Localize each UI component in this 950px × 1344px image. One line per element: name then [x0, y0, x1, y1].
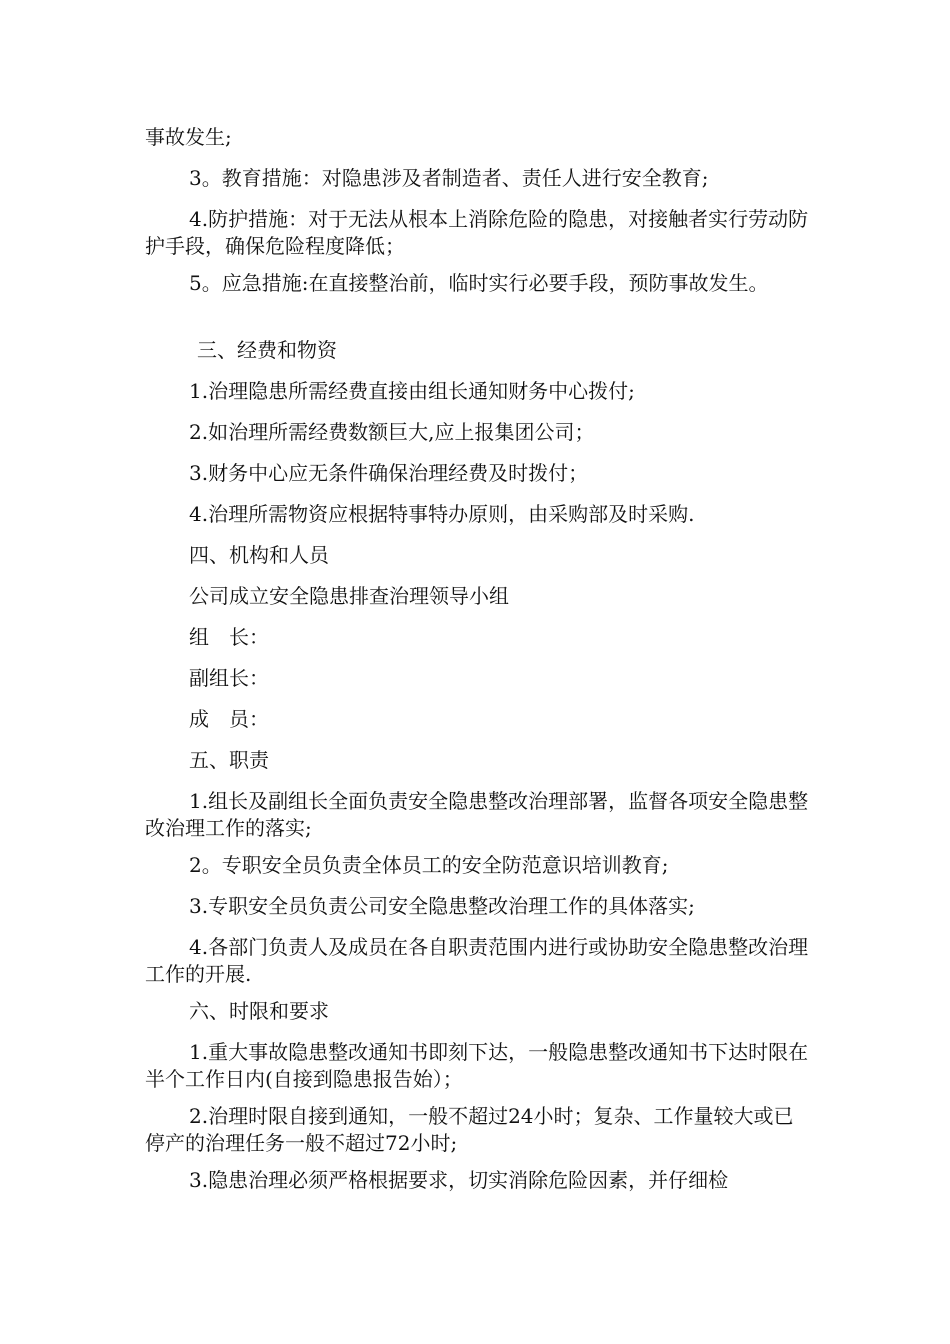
paragraph-time-limits-1: 1.重大事故隐患整改通知书即刻下达，一般隐患整改通知书下达时限在半个工作日内(自接到隐患报告始）； — [145, 1040, 809, 1091]
field-members: 成 员： — [189, 707, 269, 731]
section-heading-time-limits: 六、时限和要求 — [189, 999, 329, 1023]
paragraph-funds-2: 2.如治理所需经费数额巨大,应上报集团公司； — [189, 420, 595, 444]
paragraph-funds-1: 1.治理隐患所需经费直接由组长通知财务中心拨付; — [189, 379, 635, 403]
paragraph-education-measures: 3。教育措施：对隐患涉及者制造者、责任人进行安全教育; — [189, 166, 709, 190]
paragraph-funds-3: 3.财务中心应无条件确保治理经费及时拨付； — [189, 461, 589, 485]
section-heading-funds: 三、经费和物资 — [197, 338, 337, 362]
paragraph-duties-4: 4.各部门负责人及成员在各自职责范围内进行或协助安全隐患整改治理工作的开展. — [145, 935, 809, 986]
paragraph-duties-3: 3.专职安全员负责公司安全隐患整改治理工作的具体落实; — [189, 894, 695, 918]
field-group-leader: 组 长： — [189, 625, 269, 649]
paragraph-leadership-group: 公司成立安全隐患排查治理领导小组 — [189, 584, 509, 608]
paragraph-emergency-measures: 5。应急措施:在直接整治前，临时实行必要手段，预防事故发生。 — [189, 271, 769, 295]
paragraph-duties-2: 2。专职安全员负责全体员工的安全防范意识培训教育; — [189, 853, 669, 877]
field-deputy-leader: 副组长： — [189, 666, 269, 690]
section-heading-organization: 四、机构和人员 — [189, 543, 329, 567]
paragraph-funds-4: 4.治理所需物资应根据特事特办原则，由采购部及时采购. — [189, 502, 695, 526]
paragraph-duties-1: 1.组长及副组长全面负责安全隐患整改治理部署，监督各项安全隐患整改治理工作的落实; — [145, 789, 809, 840]
paragraph-time-limits-3: 3.隐患治理必须严格根据要求，切实消除危险因素，并仔细检 — [189, 1168, 729, 1192]
paragraph-accident-occurrence: 事故发生; — [145, 125, 232, 149]
paragraph-protection-measures: 4.防护措施：对于无法从根本上消除危险的隐患，对接触者实行劳动防护手段，确保危险程度降低； — [145, 207, 809, 258]
paragraph-time-limits-2: 2.治理时限自接到通知，一般不超过24小时；复杂、工作量较大或已停产的治理任务一般不超过72小时; — [145, 1104, 794, 1155]
section-heading-duties: 五、职责 — [189, 748, 269, 772]
